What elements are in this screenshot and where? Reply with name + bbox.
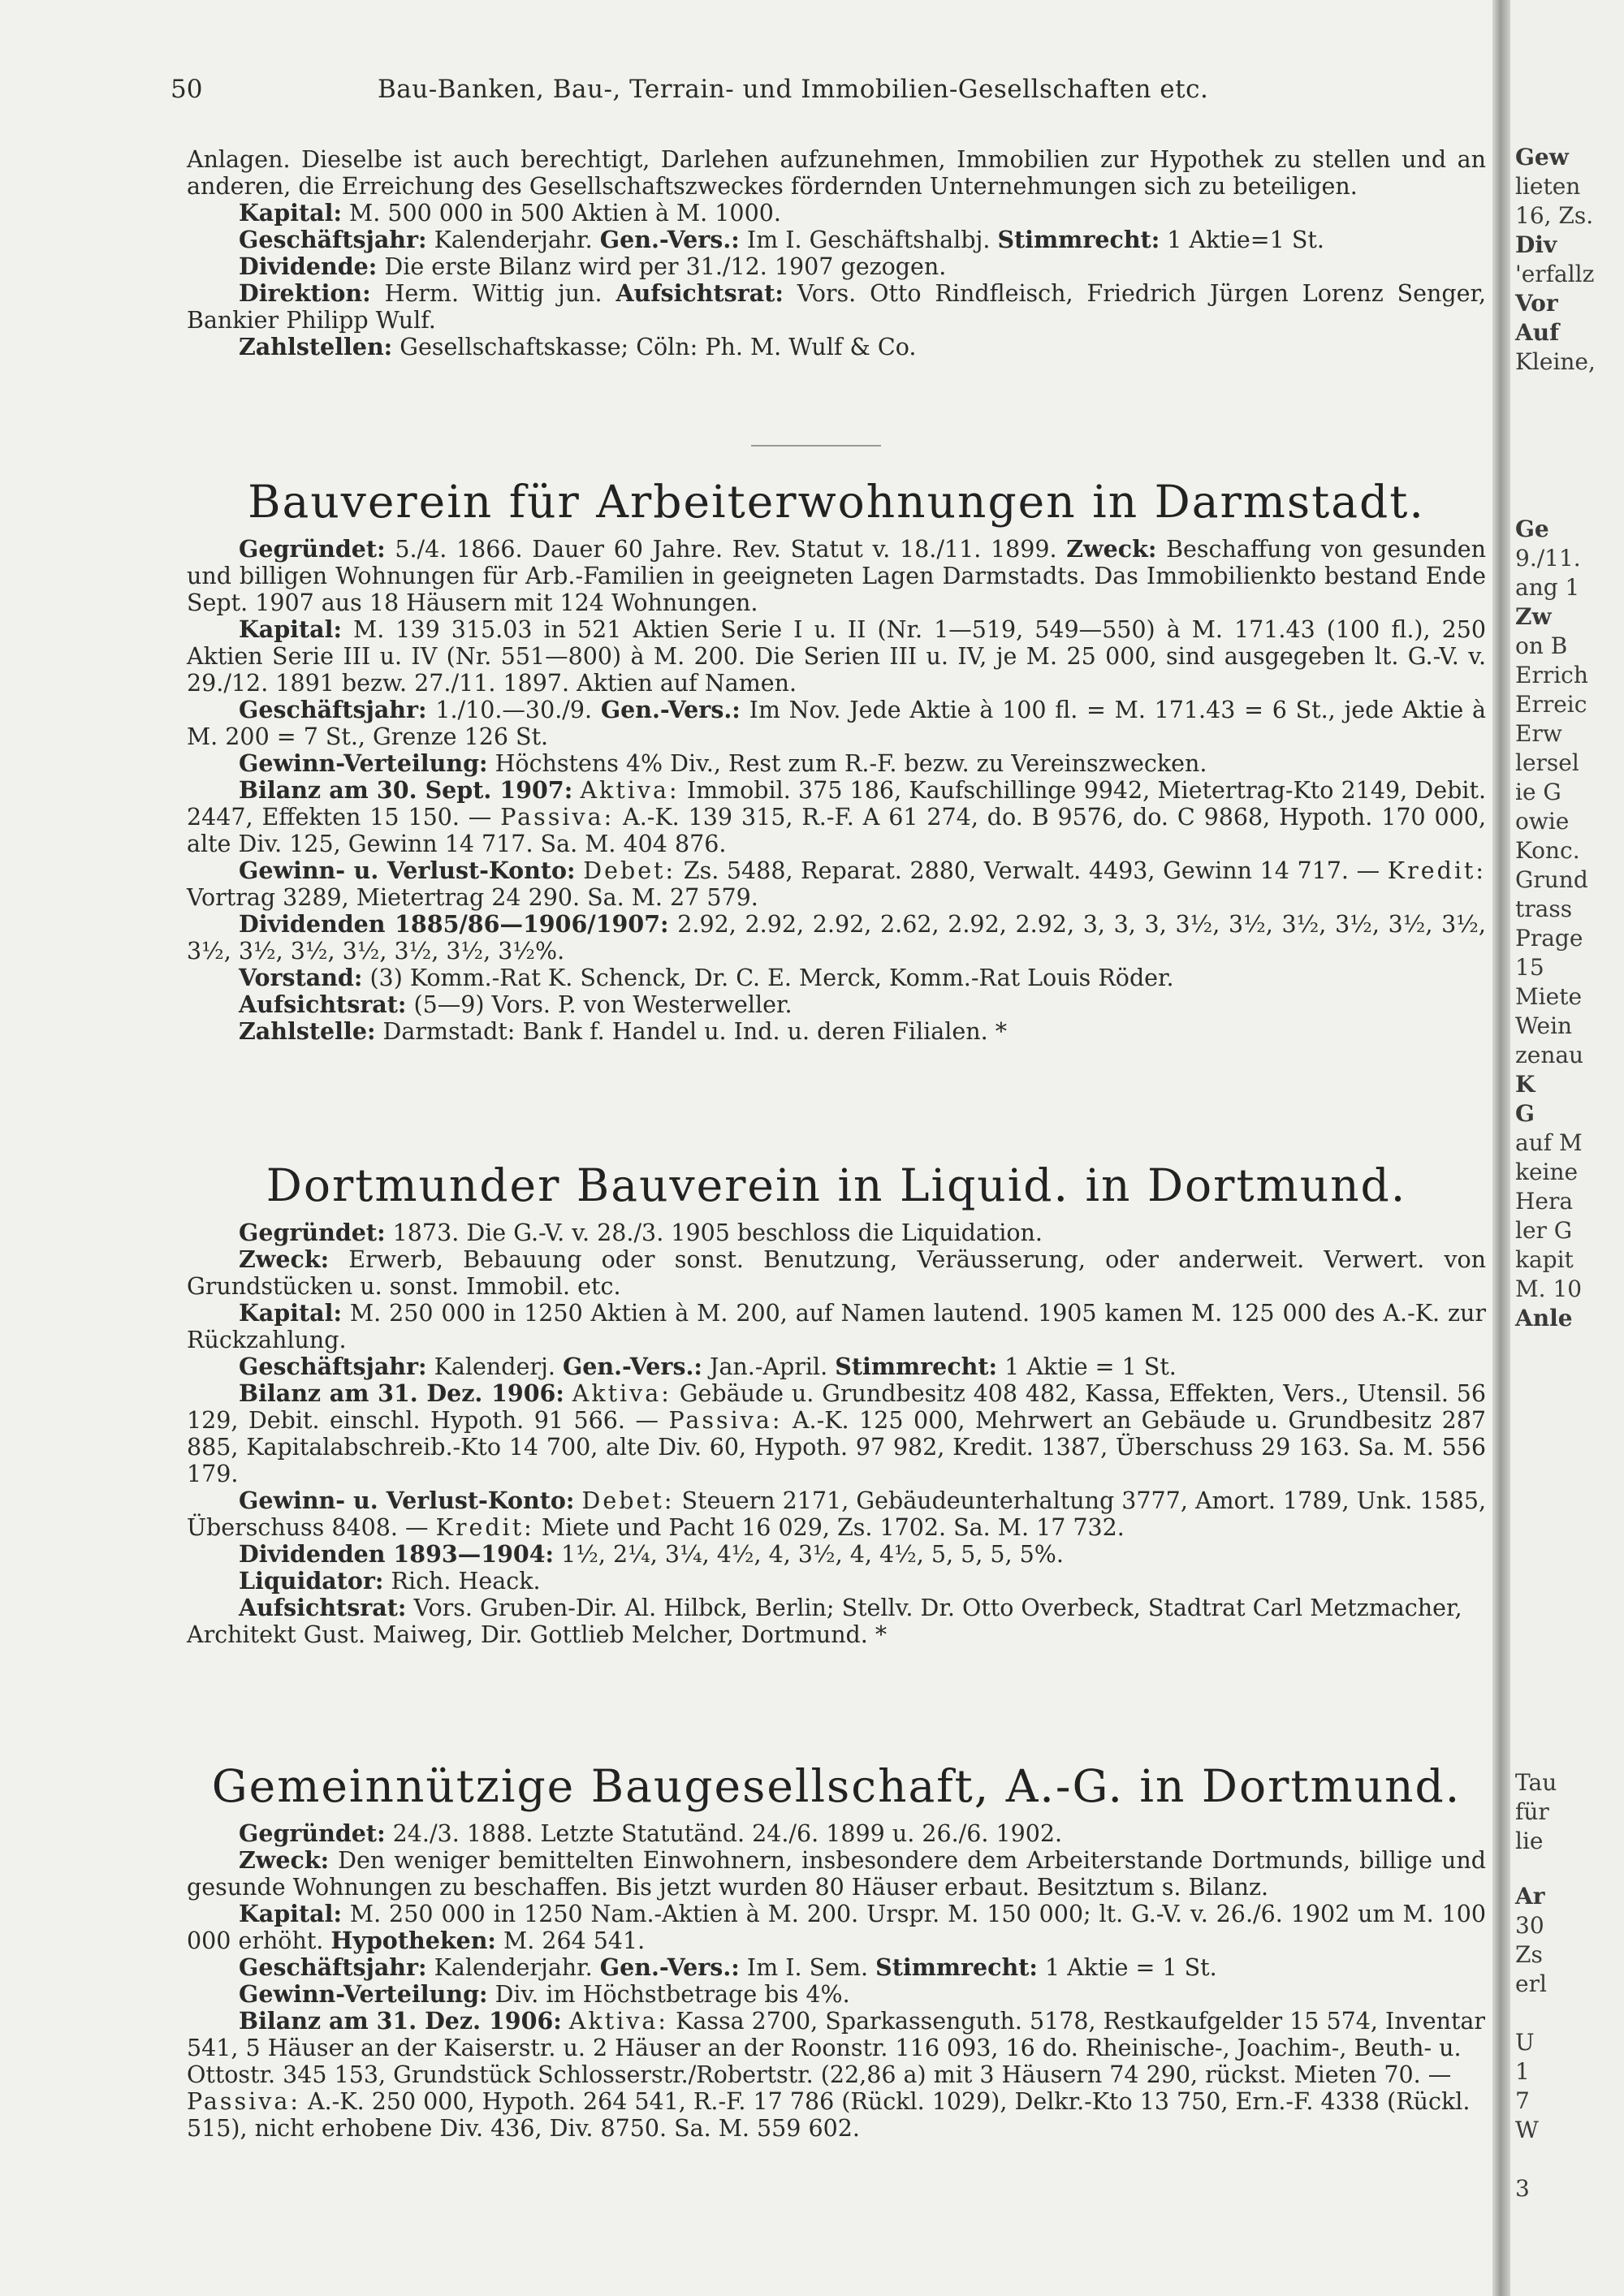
zweck-line: Zweck: Den weniger bemittelten Einwohnern, insbesondere dem Arbeiterstande Dortmunds, billige und gesunde Wohnungen zu beschaffen. Bis jetzt wurden 80 Häuser erbaut. Besitztum s. Bilanz. — [187, 1846, 1486, 1901]
adjacent-fragment: zenau — [1515, 1042, 1584, 1068]
adjacent-fragment: 1 — [1515, 2058, 1530, 2085]
adjacent-fragment: Wein — [1515, 1012, 1573, 1039]
liquidator-line: Liquidator: Rich. Heack. — [239, 1567, 541, 1595]
gewinn-verteilung-line: Gewinn-Verteilung: Höchstens 4% Div., Rest zum R.-F. bezw. zu Vereinszwecken. — [239, 749, 1207, 777]
adjacent-fragment: K — [1515, 1071, 1535, 1098]
adjacent-fragment: trass — [1515, 896, 1573, 922]
bilanz-line: Bilanz am 31. Dez. 1906: Aktiva: Gebäude u. Grundbesitz 408 482, Kassa, Effekten, Vers., Utensil. 56 129, Debit. einschl. Hypoth. 91 566. — Passiva: A.-K. 125 000, Mehrwert an Gebäude u. Grundbesitz 287 885, Kapitalabschreib.-Kto 14 700, alte Div. 60, Hypoth. 97 982, Kredit. 1387, Überschuss 29 163. Sa. M. 556 179. — [187, 1379, 1487, 1487]
adjacent-fragment: Anle — [1515, 1305, 1573, 1331]
adjacent-fragment: Zs — [1515, 1941, 1543, 1968]
adjacent-fragment: Div — [1515, 231, 1557, 258]
entry-bauverein-darmstadt — [187, 536, 1486, 1045]
adjacent-fragment: Errich — [1515, 662, 1588, 688]
entry-dortmunder-bauverein — [187, 1219, 1486, 1648]
gewinn-verlust-line: Gewinn- u. Verlust-Konto: Debet: Zs. 5488, Reparat. 2880, Verwalt. 4493, Gewinn 14 717. — Kredit: Vortrag 3289, Mietertrag 24 290. Sa. M. 27 579. — [187, 857, 1486, 911]
adjacent-fragment: G — [1515, 1100, 1535, 1127]
adjacent-fragment: ler G — [1515, 1217, 1573, 1244]
adjacent-fragment: 30 — [1515, 1912, 1544, 1939]
gegruendet-line: Gegründet: 24./3. 1888. Letzte Statutänd. 24./6. 1899 u. 26./6. 1902. — [239, 1819, 1063, 1847]
dividenden-line: Dividenden 1885/86—1906/1907: 2.92, 2.92, 2.92, 2.62, 2.92, 2.92, 3, 3, 3, 3½, 3½, 3½, 3½, 3½, 3½, 3½, 3½, 3½, 3½, 3½, 3½, 3½%. — [187, 910, 1486, 965]
geschaeftsjahr-line: Geschäftsjahr: 1./10.—30./9. Gen.-Vers.: Im Nov. Jede Aktie à 100 fl. = M. 171.43 = 6 St., jede Aktie à M. 200 = 7 St., Grenze 126 St. — [187, 696, 1487, 750]
entry-text: Anlagen. Dieselbe ist auch berechtigt, Darlehen aufzunehmen, Immobilien zur Hypothek zu stellen und an anderen, die Erreichung des Gesellschaftszweckes fördernden Unternehmungen sich zu beteiligen. — [187, 146, 1486, 200]
kapital-line: Kapital: M. 139 315.03 in 521 Aktien Serie I u. II (Nr. 1—519, 549—550) à M. 171.43 (100 fl.), 250 Aktien Serie III u. IV (Nr. 551—800) à M. 200. Die Serien III u. IV, je M. 25 000, sind ausgegeben lt. G.-V. v. 29./12. 1891 bezw. 27./11. 1897. Aktien auf Namen. — [187, 615, 1486, 697]
adjacent-fragment: Gew — [1515, 144, 1569, 170]
adjacent-fragment: Zw — [1515, 603, 1552, 630]
zweck-line: Zweck: Erwerb, Bebauung oder sonst. Benutzung, Veräusserung, oder anderweit. Verwert. von Grundstücken u. sonst. Immobil. etc. — [187, 1245, 1486, 1300]
adjacent-fragment: ang 1 — [1515, 574, 1580, 601]
adjacent-fragment: Konc. — [1515, 837, 1580, 864]
adjacent-fragment: auf M — [1515, 1129, 1583, 1156]
adjacent-fragment: lieten — [1515, 173, 1581, 200]
adjacent-fragment: U — [1515, 2029, 1535, 2056]
gewinn-verlust-line: Gewinn- u. Verlust-Konto: Debet: Steuern 2171, Gebäudeunterhaltung 3777, Amort. 1789, Unk. 1585, Überschuss 8408. — Kredit: Miete und Pacht 16 029, Zs. 1702. Sa. M. 17 732. — [187, 1487, 1487, 1541]
adjacent-fragment: Prage — [1515, 925, 1583, 952]
geschaeftsjahr-line: Geschäftsjahr: Kalenderj. Gen.-Vers.: Jan.-April. Stimmrecht: 1 Aktie = 1 St. — [239, 1353, 1177, 1380]
adjacent-fragment: lersel — [1515, 749, 1579, 776]
adjacent-page-edge — [1510, 0, 1624, 2296]
adjacent-fragment: kapit — [1515, 1246, 1574, 1273]
gewinn-verteilung-line: Gewinn-Verteilung: Div. im Höchstbetrage bis 4%. — [239, 1980, 850, 2008]
geschaeftsjahr-line: Geschäftsjahr: Kalenderjahr. Gen.-Vers.: Im I. Geschäftshalbj. Stimmrecht: 1 Aktie=1 St. — [239, 226, 1324, 253]
adjacent-fragment: 7 — [1515, 2087, 1530, 2114]
adjacent-fragment: W — [1515, 2117, 1539, 2143]
bilanz-line: Bilanz am 30. Sept. 1907: Aktiva: Immobil. 375 186, Kaufschillinge 9942, Mietertrag-Kto 2149, Debit. 2447, Effekten 15 150. — Passiva: A.-K. 139 315, R.-F. A 61 274, do. B 9576, do. C 9868, Hypoth. 170 000, alte Div. 125, Gewinn 14 717. Sa. M. 404 876. — [187, 776, 1487, 857]
adjacent-fragment: Tau — [1515, 1769, 1557, 1796]
aufsichtsrat-line: Aufsichtsrat: Vors. Gruben-Dir. Al. Hilbck, Berlin; Stellv. Dr. Otto Overbeck, Stadtrat Carl Metzmacher, Architekt Gust. Maiweg, Dir. Gottlieb Melcher, Dortmund. * — [187, 1594, 1462, 1648]
adjacent-fragment: on B — [1515, 632, 1568, 659]
zahlstellen-line: Zahlstellen: Gesellschaftskasse; Cöln: Ph. M. Wulf & Co. — [239, 333, 917, 360]
direktion-line: Direktion: Herm. Wittig jun. Aufsichtsrat: Vors. Otto Rindfleisch, Friedrich Jürgen Lorenz Senger, Bankier Philipp Wulf. — [187, 279, 1487, 334]
adjacent-fragment: Vor — [1515, 290, 1558, 317]
adjacent-fragment: Auf — [1515, 319, 1560, 346]
gegruendet-line: Gegründet: 5./4. 1866. Dauer 60 Jahre. Rev. Statut v. 18./11. 1899. Zweck: Beschaffung von gesunden und billigen Wohnungen für Arb.-Familien in geeigneten Lagen Darmstadts. Das Immobilienkto bestand Ende Sept. 1907 aus 18 Häusern mit 124 Wohnungen. — [187, 535, 1486, 616]
adjacent-fragment: ie G — [1515, 779, 1561, 805]
vorstand-line: Vorstand: (3) Komm.-Rat K. Schenck, Dr. C. E. Merck, Komm.-Rat Louis Röder. — [239, 964, 1174, 991]
geschaeftsjahr-line: Geschäftsjahr: Kalenderjahr. Gen.-Vers.: Im I. Sem. Stimmrecht: 1 Aktie = 1 St. — [239, 1953, 1217, 1981]
kapital-line: Kapital: M. 250 000 in 1250 Aktien à M. 200, auf Namen lautend. 1905 kamen M. 125 000 des A.-K. zur Rückzahlung. — [187, 1299, 1486, 1353]
bilanz-line: Bilanz am 31. Dez. 1906: Aktiva: Kassa 2700, Sparkassenguth. 5178, Restkaufgelder 15 574, Inventar 541, 5 Häuser an der Kaiserstr. u. 2 Häuser an der Roonstr. 116 093, 16 do. Rheinische-, Joachim-, Beuth- u. Ottostr. 345 153, Grundstück Schlosserstr./Robertstr. (22,86 a) mit 3 Häusern 74 290, rückst. Mieten 70. — Passiva: A.-K. 250 000, Hypoth. 264 541, R.-F. 17 786 (Rückl. 1029), Delkr.-Kto 13 750, Ern.-F. 4338 (Rückl. 515), nicht erhobene Div. 436, Div. 8750. Sa. M. 559 602. — [187, 2007, 1486, 2142]
dividende-line: Dividende: Die erste Bilanz wird per 31./12. 1907 gezogen. — [239, 252, 947, 280]
zahlstelle-line: Zahlstelle: Darmstadt: Bank f. Handel u. Ind. u. deren Filialen. * — [239, 1017, 1007, 1045]
adjacent-fragment: Hera — [1515, 1188, 1574, 1215]
adjacent-fragment: für — [1515, 1798, 1549, 1825]
separator-rule — [751, 445, 881, 447]
adjacent-fragment: Ar — [1515, 1883, 1545, 1910]
page-number: 50 — [171, 75, 203, 104]
kapital-line: Kapital: M. 250 000 in 1250 Nam.-Aktien à M. 200. Urspr. M. 150 000; lt. G.-V. v. 26./6. 1902 um M. 100 000 erhöht. Hypotheken: M. 264 541. — [187, 1900, 1487, 1954]
adjacent-fragment: Miete — [1515, 983, 1583, 1010]
adjacent-fragment: M. 10 — [1515, 1275, 1583, 1302]
adjacent-fragment: Kleine, — [1515, 348, 1596, 375]
adjacent-fragment: Erw — [1515, 720, 1562, 747]
book-gutter — [1492, 0, 1510, 2296]
adjacent-fragment: keine — [1515, 1159, 1579, 1185]
adjacent-fragment: 3 — [1515, 2175, 1530, 2202]
adjacent-fragment: lie — [1515, 1828, 1544, 1854]
adjacent-fragment: 15 — [1515, 954, 1544, 981]
dividenden-line: Dividenden 1893—1904: 1½, 2¼, 3¼, 4½, 4, 3½, 4, 4½, 5, 5, 5, 5%. — [239, 1540, 1064, 1568]
running-title: Bau-Banken, Bau-, Terrain- und Immobilien-Gesellschaften etc. — [378, 75, 1209, 104]
adjacent-fragment: erl — [1515, 1970, 1547, 1997]
adjacent-fragment: Ge — [1515, 516, 1549, 542]
adjacent-fragment: 9./11. — [1515, 545, 1581, 572]
adjacent-fragment: owie — [1515, 808, 1570, 835]
company-title: Dortmunder Bauverein in Liquid. in Dortmund. — [266, 1159, 1407, 1211]
entry-gemeinnuetzige-baugesellschaft — [187, 1820, 1486, 2142]
adjacent-fragment: Erreic — [1515, 691, 1587, 718]
kapital-line: Kapital: M. 500 000 in 500 Aktien à M. 1000. — [239, 199, 781, 227]
aufsichtsrat-line: Aufsichtsrat: (5—9) Vors. P. von Westerweller. — [239, 990, 793, 1018]
page-header — [171, 75, 1478, 112]
entry-continued — [187, 146, 1486, 360]
adjacent-fragment: 'erfallz — [1515, 261, 1595, 287]
adjacent-fragment: 16, Zs. — [1515, 202, 1594, 229]
adjacent-fragment: Grund — [1515, 866, 1588, 893]
company-title: Gemeinnützige Baugesellschaft, A.-G. in Dortmund. — [211, 1760, 1462, 1812]
company-title: Bauverein für Arbeiterwohnungen in Darmstadt. — [248, 476, 1425, 528]
gegruendet-line: Gegründet: 1873. Die G.-V. v. 28./3. 1905 beschloss die Liquidation. — [239, 1219, 1043, 1246]
